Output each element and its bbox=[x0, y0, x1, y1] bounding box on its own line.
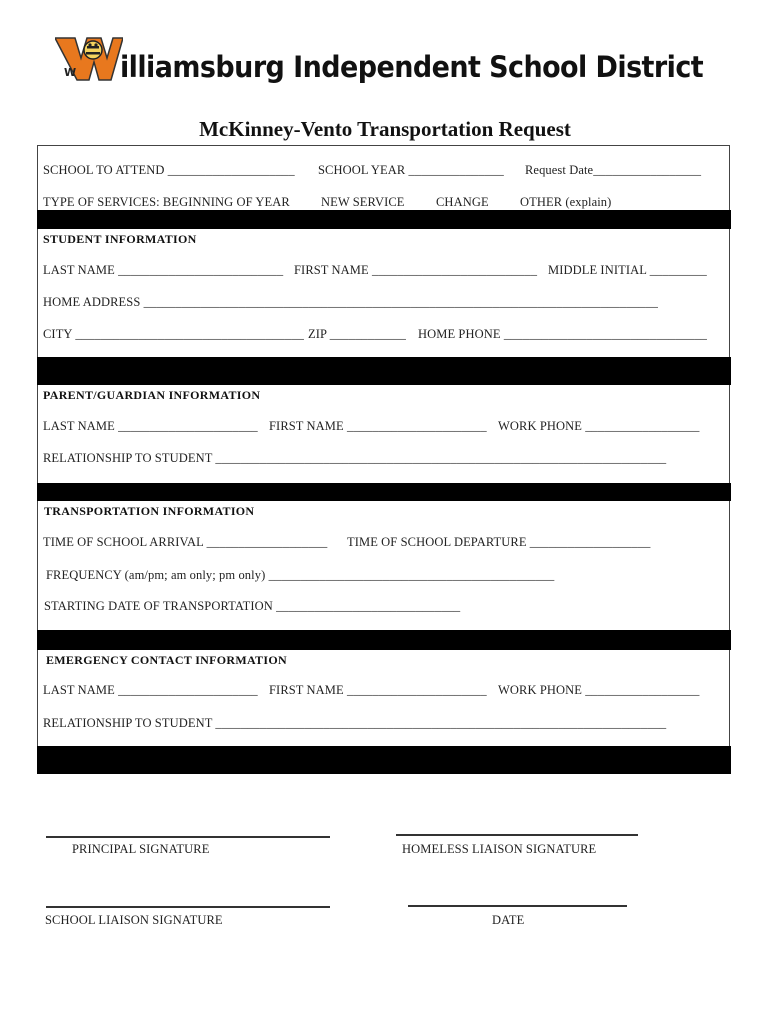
principal-signature-line[interactable] bbox=[46, 836, 330, 838]
svg-text:W: W bbox=[64, 66, 77, 79]
parent-last-name-field[interactable]: LAST NAME ______________________ bbox=[43, 419, 258, 433]
parent-relationship-field[interactable]: RELATIONSHIP TO STUDENT _______________________________________________________________________ bbox=[43, 451, 667, 465]
starting-date-field[interactable]: STARTING DATE OF TRANSPORTATION _____________________________ bbox=[44, 599, 461, 613]
frequency-field[interactable]: FREQUENCY (am/pm; am only; pm only) _____________________________________________ bbox=[46, 568, 555, 582]
departure-time-field[interactable]: TIME OF SCHOOL DEPARTURE ___________________ bbox=[347, 535, 651, 549]
district-logo bbox=[55, 36, 123, 82]
home-address-field[interactable]: HOME ADDRESS _________________________________________________________________________________ bbox=[43, 295, 658, 309]
section-divider-bar bbox=[37, 746, 731, 774]
arrival-time-field[interactable]: TIME OF SCHOOL ARRIVAL ___________________ bbox=[43, 535, 328, 549]
section-divider-bar bbox=[37, 483, 731, 501]
city-field[interactable]: CITY ____________________________________ bbox=[43, 327, 304, 341]
section-divider-bar bbox=[37, 630, 731, 650]
emergency-info-heading: EMERGENCY CONTACT INFORMATION bbox=[46, 653, 287, 667]
new-service-option[interactable]: NEW SERVICE bbox=[321, 195, 405, 209]
form-title: McKinney-Vento Transportation Request bbox=[199, 117, 571, 141]
parent-first-name-field[interactable]: FIRST NAME ______________________ bbox=[269, 419, 487, 433]
change-option[interactable]: CHANGE bbox=[436, 195, 489, 209]
request-date-field[interactable]: Request Date_________________ bbox=[525, 163, 702, 177]
student-last-name-field[interactable]: LAST NAME __________________________ bbox=[43, 263, 284, 277]
school-year-field[interactable]: SCHOOL YEAR _______________ bbox=[318, 163, 504, 177]
zip-field[interactable]: ZIP ____________ bbox=[308, 327, 407, 341]
homeless-liaison-signature-label: HOMELESS LIAISON SIGNATURE bbox=[402, 842, 597, 856]
emergency-last-name-field[interactable]: LAST NAME ______________________ bbox=[43, 683, 258, 697]
parent-work-phone-field[interactable]: WORK PHONE __________________ bbox=[498, 419, 700, 433]
section-divider-bar bbox=[37, 210, 731, 229]
other-option[interactable]: OTHER (explain) bbox=[520, 195, 612, 209]
transportation-info-heading: TRANSPORTATION INFORMATION bbox=[44, 504, 255, 518]
parent-info-heading: PARENT/GUARDIAN INFORMATION bbox=[43, 388, 261, 402]
student-info-heading: STUDENT INFORMATION bbox=[43, 232, 197, 246]
school-liaison-signature-line[interactable] bbox=[46, 906, 330, 908]
emergency-work-phone-field[interactable]: WORK PHONE __________________ bbox=[498, 683, 700, 697]
home-phone-field[interactable]: HOME PHONE ________________________________ bbox=[418, 327, 708, 341]
emergency-relationship-field[interactable]: RELATIONSHIP TO STUDENT _______________________________________________________________________ bbox=[43, 716, 667, 730]
homeless-liaison-signature-line[interactable] bbox=[396, 834, 638, 836]
type-of-services-label: TYPE OF SERVICES: BEGINNING OF YEAR bbox=[43, 195, 290, 209]
student-middle-initial-field[interactable]: MIDDLE INITIAL _________ bbox=[548, 263, 707, 277]
school-to-attend-field[interactable]: SCHOOL TO ATTEND ____________________ bbox=[43, 163, 295, 177]
principal-signature-label: PRINCIPAL SIGNATURE bbox=[72, 842, 210, 856]
date-signature-line[interactable] bbox=[408, 905, 627, 907]
emergency-first-name-field[interactable]: FIRST NAME ______________________ bbox=[269, 683, 487, 697]
section-divider-bar bbox=[37, 357, 731, 385]
date-label: DATE bbox=[492, 913, 525, 927]
school-liaison-signature-label: SCHOOL LIAISON SIGNATURE bbox=[45, 913, 223, 927]
district-name: illiamsburg Independent School District bbox=[120, 50, 704, 84]
hornet-w-logo-icon bbox=[55, 36, 123, 82]
student-first-name-field[interactable]: FIRST NAME __________________________ bbox=[294, 263, 538, 277]
